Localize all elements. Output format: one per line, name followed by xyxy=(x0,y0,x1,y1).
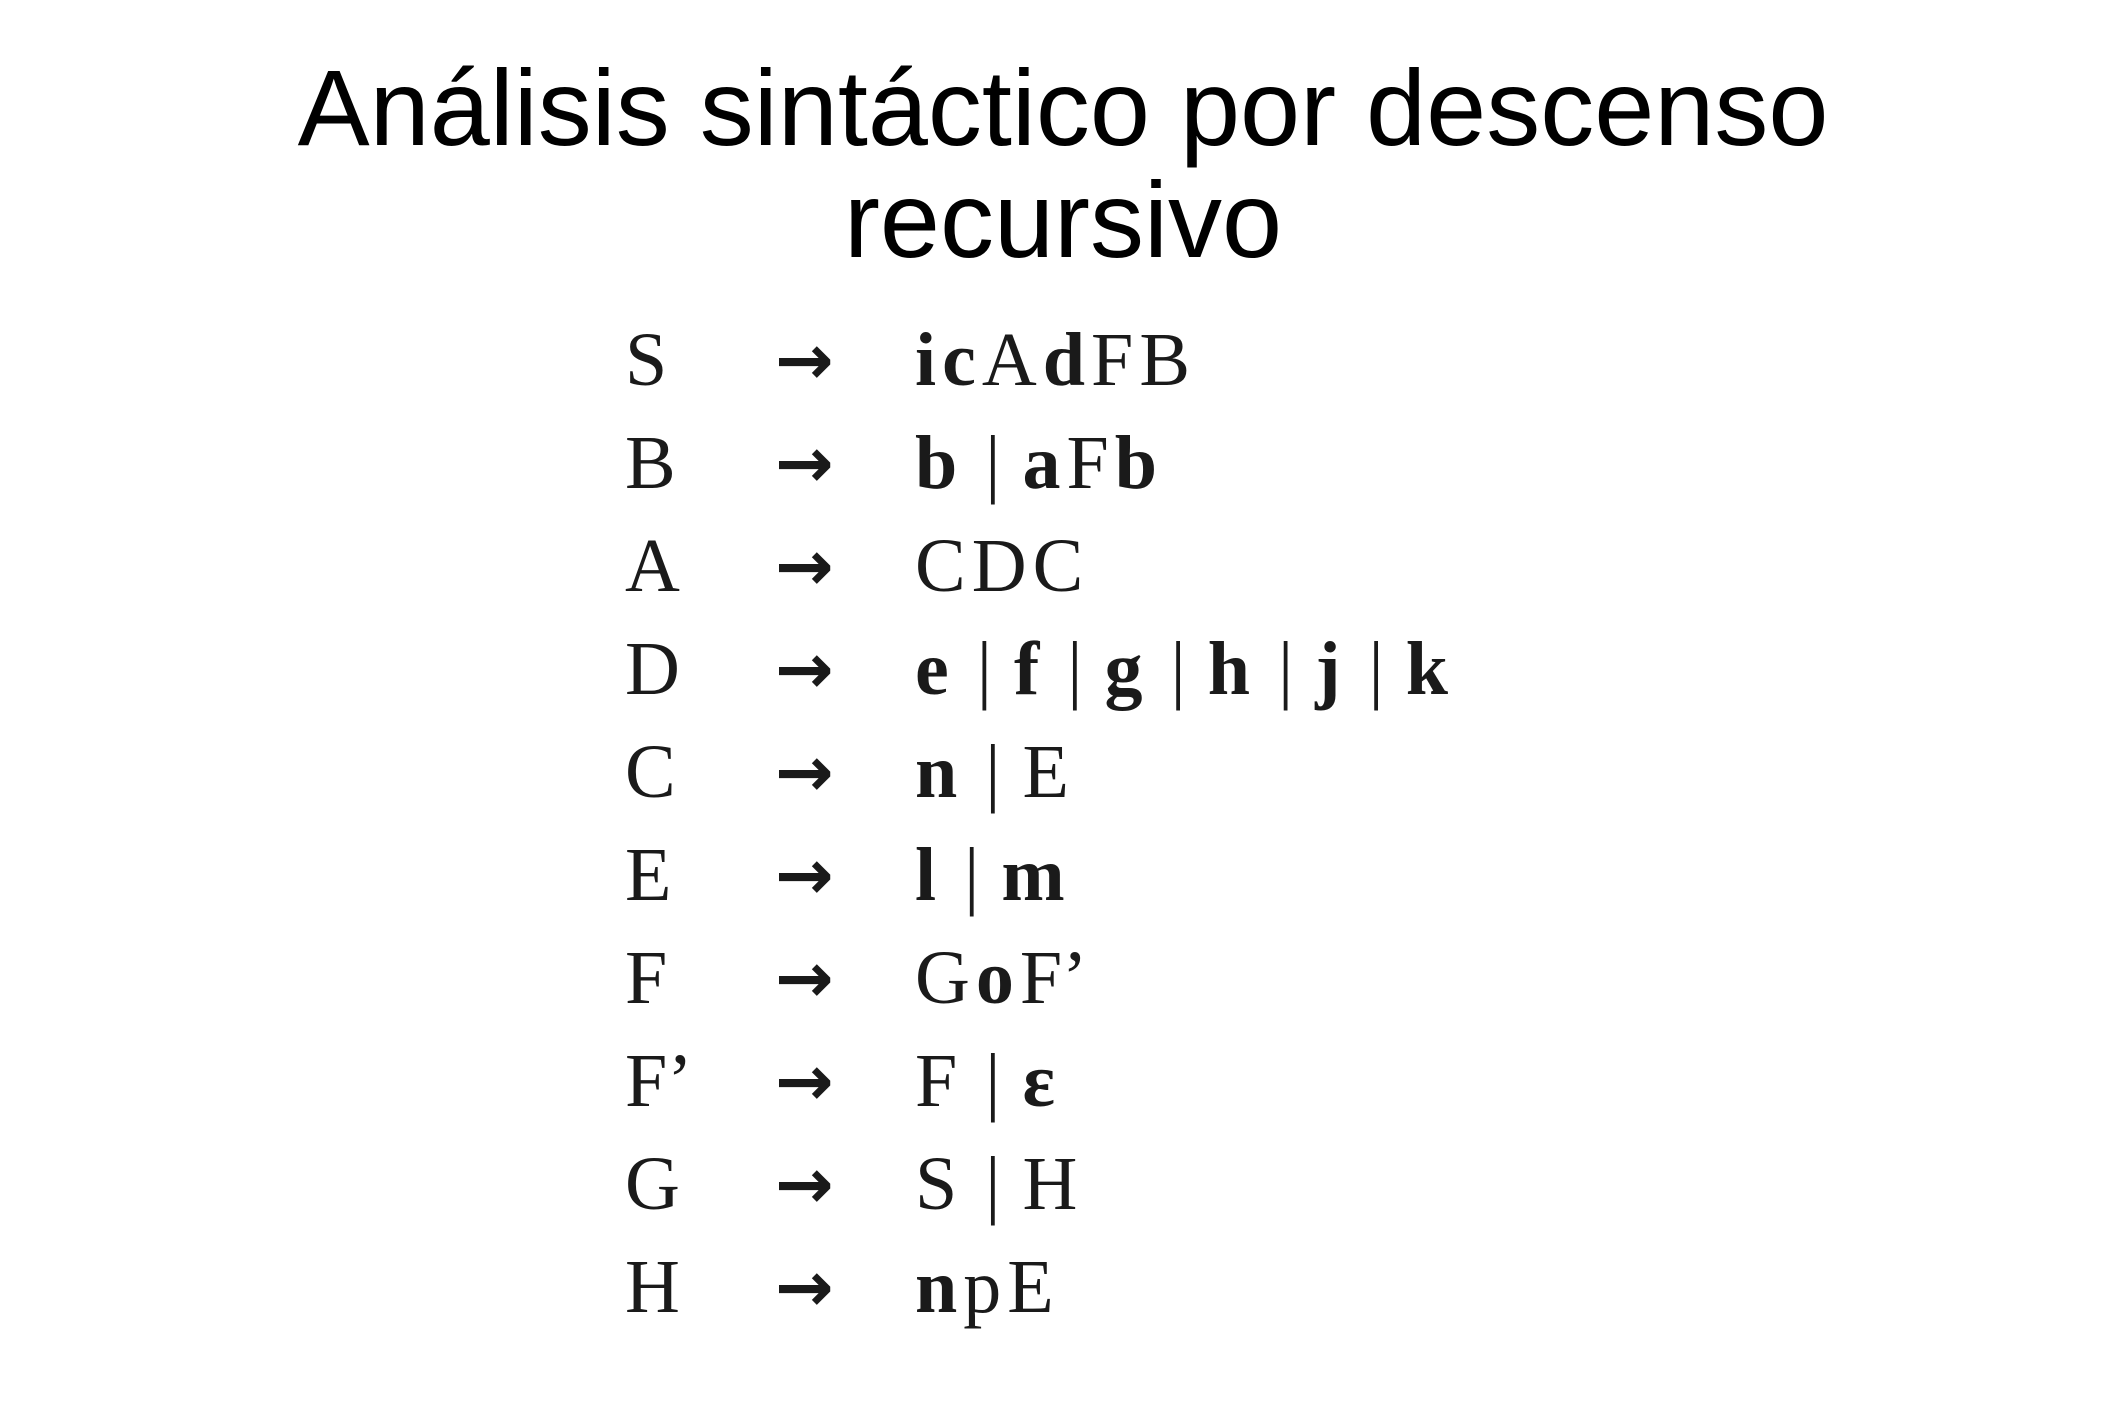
nonterminal-symbol: F xyxy=(1066,421,1109,505)
terminal-symbol: j xyxy=(1315,627,1341,711)
alternative-separator: | xyxy=(985,1039,1001,1123)
alternative-separator: | xyxy=(1170,627,1186,711)
rule-lhs: C xyxy=(625,730,676,814)
nonterminal-symbol: S xyxy=(915,1142,958,1226)
terminal-symbol: e xyxy=(915,627,949,711)
nonterminal-symbol: H xyxy=(1022,1142,1078,1226)
alternative-separator: | xyxy=(985,1142,1001,1226)
alternative-separator: | xyxy=(1277,627,1294,711)
nonterminal-symbol: C xyxy=(1032,524,1084,608)
rule-rhs xyxy=(915,1242,1060,1332)
nonterminal-symbol: F xyxy=(915,1039,958,1123)
rule-lhs: F xyxy=(625,936,668,1020)
alternative-separator: | xyxy=(985,730,1001,814)
rule-rhs xyxy=(915,521,1089,611)
rule-rhs xyxy=(915,933,1093,1023)
nonterminal-symbol: F’ xyxy=(1019,936,1088,1020)
terminal-symbol: b xyxy=(915,421,958,505)
slide-title-line-2: recursivo xyxy=(843,159,1283,280)
terminal-symbol: i xyxy=(915,318,937,402)
right-arrow-icon: → xyxy=(775,422,834,504)
terminal-symbol: k xyxy=(1405,627,1449,711)
rule-lhs: F’ xyxy=(625,1039,693,1123)
nonterminal-symbol: B xyxy=(1139,318,1191,402)
terminal-symbol: c xyxy=(942,318,976,402)
right-arrow-icon: → xyxy=(775,731,834,813)
nonterminal-symbol: D xyxy=(971,524,1027,608)
right-arrow-icon: → xyxy=(775,319,834,401)
right-arrow-icon: → xyxy=(775,937,834,1019)
rule-rhs xyxy=(915,418,1163,508)
nonterminal-symbol: G xyxy=(915,936,970,1020)
terminal-symbol: m xyxy=(1001,833,1065,917)
nonterminal-symbol: E xyxy=(1007,1245,1054,1329)
rule-rhs xyxy=(915,1139,1083,1229)
rule-rhs xyxy=(915,830,1071,920)
nonterminal-symbol: E xyxy=(1022,730,1069,814)
right-arrow-icon: → xyxy=(775,1143,834,1225)
terminal-symbol: d xyxy=(1042,318,1086,402)
terminal-symbol: n xyxy=(915,730,958,814)
rule-lhs: E xyxy=(625,833,672,917)
slide-title xyxy=(0,47,2126,280)
alternative-separator: | xyxy=(1368,627,1384,711)
terminal-symbol: n xyxy=(915,1245,958,1329)
nonterminal-symbol: A xyxy=(981,318,1037,402)
terminal-symbol: ε xyxy=(1022,1039,1055,1123)
right-arrow-icon: → xyxy=(775,1040,834,1122)
rule-rhs xyxy=(915,315,1196,405)
slide-title-line-1: Análisis sintáctico por descenso xyxy=(297,47,1829,168)
right-arrow-icon: → xyxy=(775,525,834,607)
alternative-separator: | xyxy=(964,833,980,917)
alternative-separator: | xyxy=(985,421,1001,505)
terminal-symbol: l xyxy=(915,833,937,917)
terminal-symbol: h xyxy=(1207,627,1250,711)
rule-lhs: A xyxy=(625,524,680,608)
terminal-symbol: o xyxy=(975,936,1014,1020)
rule-rhs xyxy=(915,624,1454,714)
alternative-separator: | xyxy=(976,627,992,711)
rule-rhs xyxy=(915,1036,1061,1126)
alternative-separator: | xyxy=(1067,627,1083,711)
nonterminal-symbol: F xyxy=(1091,318,1134,402)
terminal-symbol: b xyxy=(1114,421,1158,505)
nonterminal-symbol: p xyxy=(963,1245,1002,1329)
terminal-symbol: a xyxy=(1022,421,1061,505)
rule-lhs: S xyxy=(625,318,668,402)
nonterminal-symbol: C xyxy=(915,524,966,608)
terminal-symbol: f xyxy=(1013,627,1040,711)
rule-lhs: D xyxy=(625,627,680,711)
right-arrow-icon: → xyxy=(775,834,834,916)
terminal-symbol: g xyxy=(1104,627,1143,711)
rule-lhs: G xyxy=(625,1142,680,1226)
right-arrow-icon: → xyxy=(775,628,834,710)
rule-lhs: B xyxy=(625,421,676,505)
right-arrow-icon: → xyxy=(775,1246,834,1328)
rule-lhs: H xyxy=(625,1245,680,1329)
rule-rhs xyxy=(915,727,1075,817)
